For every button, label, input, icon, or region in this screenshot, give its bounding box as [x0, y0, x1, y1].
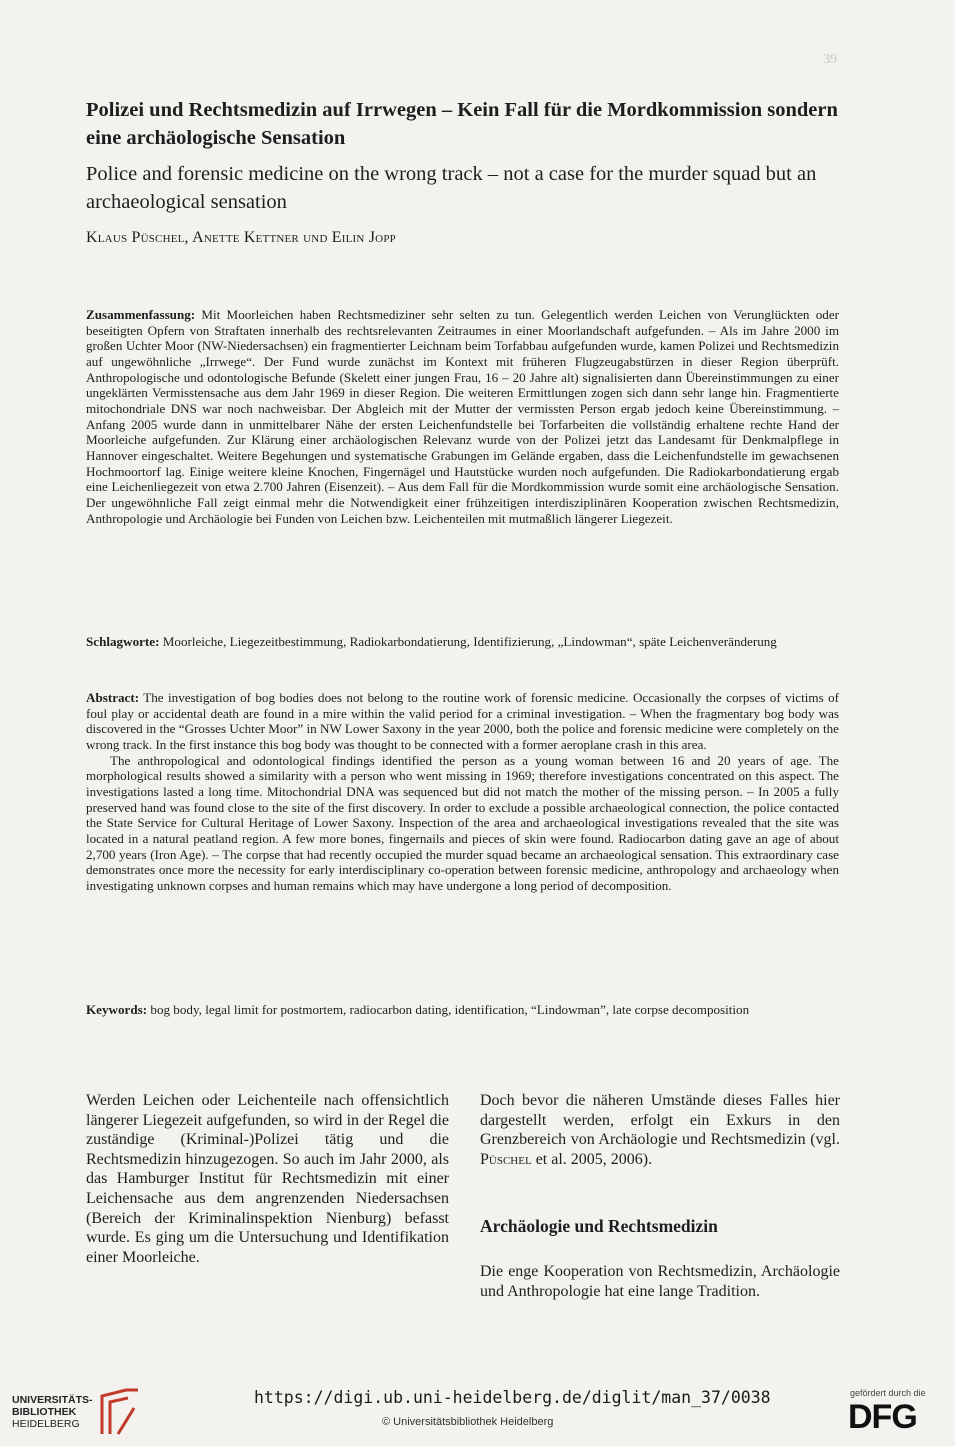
schlagworte-text: Moorleiche, Liegezeitbestimmung, Radiokarbondatierung, Identifizierung, „Lindowman“, späte Leichenveränderung [162, 634, 777, 649]
zusammenfassung-text: Mit Moorleichen haben Rechtsmediziner sehr selten zu tun. Gelegentlich werden Leichen von Verunglückten oder beseitigten Opfern von Straftaten innerhalb des rechtsrelevanten Zeitraumes in einer Moorlandschaft aufgefunden. – Als im Jahre 2000 im großen Uchter Moor (NW-Niedersachsen) ein fragmentierter Leichnam beim Torfabbau aufgefunden wurde, kamen Polizei und Rechtsmedizin auf ungewöhnliche „Irrwege“. Der Fund wurde zunächst im Kontext mit früheren Flugzeugabstürzen in dieser Region überprüft. Anthropologische und odontologische Befunde (Skelett einer jungen Frau, 16 – 20 Jahre alt) signalisierten dann Übereinstimmungen zu einer ungeklärten Vermisstensache aus dem Jahr 1969 in dieser Region. Die weiteren Ermittlungen zogen sich dann sehr lange hin. Fragmentierte mitochondriale DNS war noch nachweisbar. Der Abgleich mit der Mutter der vermissten Person ergab jedoch keine Übereinstimmung. – Anfang 2005 wurde dann in unmittelbarer Nähe der ersten Leichenfundstelle bei Torfarbeiten die vollständig erhaltene rechte Hand der Moorleiche aufgefunden. Zur Klärung einer archäologischen Relevanz wurde von der Polizei jetzt das Landesamt für Denkmalpflege in Hannover eingeschaltet. Weitere Begehungen und systematische Grabungen im Gelände ergaben, dass die Leichenfundstelle im gewachsenen Hochmoortorf lag. Einige weitere kleine Knochen, Fingernägel und Hautstücke wurden noch aufgefunden. Die Radiokarbondatierung ergab eine Leichenliegezeit von etwa 2.700 Jahren (Eisenzeit). – Aus dem Fall für die Mordkommission wurde somit eine archäologische Sensation. Der ungewöhnliche Fall zeigt einmal mehr die Notwendigkeit einer frühzeitigen interdisziplinären Kooperation zwischen Rechtsmedizin, Anthropologie und Archäologie bei Funden von Leichen bzw. Leichenteilen mit mutmaßlich längerer Liegezeit. [86, 307, 839, 526]
body-right-column [480, 1091, 840, 1169]
dfg-logo[interactable]: DFG [848, 1398, 917, 1436]
schlagworte-block [86, 634, 839, 650]
zusammenfassung-block [86, 307, 839, 526]
bleed-through-page-number: 39 [823, 52, 837, 67]
footer-bar [0, 1378, 955, 1446]
title-english: Police and forensic medicine on the wrong track – not a case for the murder squad but an archaeological sensation [86, 163, 817, 213]
abstract-label: Abstract: [86, 690, 140, 705]
body-paragraph-right-2: Die enge Kooperation von Rechtsmedizin, Archäologie und Anthropologie hat eine lange Tradition. [480, 1263, 840, 1300]
ub-line-3: HEIDELBERG [12, 1418, 80, 1430]
body-right-column-2 [480, 1262, 840, 1301]
keywords-block [86, 1002, 839, 1018]
abstract-paragraph-2: The anthropological and odontological findings identified the person as a young woman between 16 and 20 years of age. The morphological results showed a similarity with a person who went missing in 1969; therefore investigations concentrated on this aspect. The investigations lasted a long time. Mitochondrial DNA was sequenced but did not match the mother of the missing person. – In 2005 a fully preserved hand was found close to the site of the first discovery. In order to exclude a possible archaeological connection, the police contacted the State Service for Cultural Heritage of Lower Saxony. Inspection of the area and archaeological investigations revealed that the site was located in a natural peatland region. A few more bones, fingernails and pieces of skin were found. Radiocarbon dating gave an age of about 2,700 years (Iron Age). – The corpse that had recently occupied the murder squad became an archaeological sensation. This extraordinary case demonstrates once more the necessity for early interdisciplinary co-operation between forensic medicine, anthropology and archaeology when investigating unknown corpses and human remains which may have undergone a long period of decomposition. [86, 752, 839, 893]
abstract-paragraph-1: The investigation of bog bodies does not belong to the routine work of forensic medicine. Occasionally the corpses of victims of foul play or accidental death are found in a mire within the valid period for a criminal investigation. – When the fragmentary bog body was discovered in the “Grosses Uchter Moor” in NW Lower Saxony in the year 2000, both the police and forensic medicine were completely on the wrong track. In the first instance this bog body was thought to be connected with a former aeroplane crash in this area. [86, 690, 839, 752]
ub-line-1: UNIVERSITÄTS- [12, 1394, 93, 1406]
dfg-caption: gefördert durch die [850, 1388, 926, 1398]
zusammenfassung-label: Zusammenfassung: [86, 307, 196, 322]
body-paragraph-right: Doch bevor die näheren Umstände dieses Falles hier dargestellt werden, erfolgt ein Exkurs in den Grenzbereich von Archäologie und Rechtsmedizin (vgl. Püschel et al. 2005, 2006). [480, 1092, 840, 1168]
copyright-notice: © Universitätsbibliothek Heidelberg [382, 1416, 554, 1428]
title-german: Polizei und Rechtsmedizin auf Irrwegen – Kein Fall für die Mordkommission sondern eine archäologische Sensation [86, 99, 838, 149]
keywords-text: bog body, legal limit for postmortem, radiocarbon dating, identification, “Lindowman”, late corpse decomposition [150, 1002, 750, 1017]
ub-line-2: BIBLIOTHEK [12, 1406, 77, 1418]
body-paragraph-left: Werden Leichen oder Leichenteile nach offensichtlich längerer Liegezeit aufgefunden, so wird in der Regel die zuständige (Kriminal-)Polizei tätig und die Rechtsmedizin hinzugezogen. So auch im Jahr 2000, als das Hamburger Institut für Rechtsmedizin mit einer Leichensache aus dem angrenzenden Niedersachsen (Bereich der Kriminalinspektion Nienburg) befasst wurde. Es ging um die Untersuchung und Identifikation einer Moorleiche. [86, 1092, 449, 1266]
citation-author: Püschel [480, 1150, 532, 1168]
permalink-url[interactable]: https://digi.ub.uni-heidelberg.de/diglit/man_37/0038 [254, 1388, 771, 1407]
authors: Klaus Püschel, Anette Kettner und Eilin Jopp [86, 229, 396, 246]
body-left-column [86, 1091, 449, 1267]
ub-heidelberg-logo[interactable] [12, 1388, 142, 1438]
schlagworte-label: Schlagworte: [86, 634, 160, 649]
abstract-block [86, 690, 839, 894]
section-heading: Archäologie und Rechtsmedizin [480, 1216, 718, 1236]
ub-logo-mark-icon [98, 1388, 142, 1438]
keywords-label: Keywords: [86, 1002, 148, 1017]
